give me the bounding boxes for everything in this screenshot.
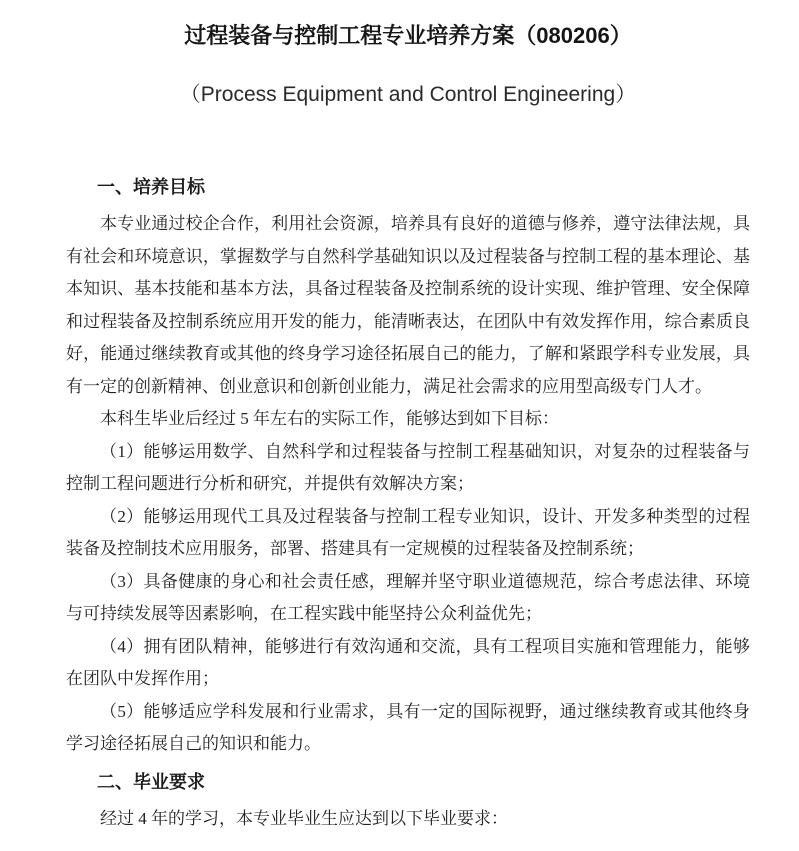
- graduation-requirements-lead-paragraph: 经过 4 年的学习，本专业毕业生应达到以下毕业要求：: [100, 808, 508, 828]
- section-heading-graduation-requirements: 二、毕业要求: [97, 771, 205, 792]
- goal-item-1: （1）能够运用数学、自然科学和过程装备与控制工程基础知识，对复杂的过程装备与控制工程问题进行分析和研究，并提供有效解决方案；: [66, 441, 750, 493]
- five-year-goals-lead-paragraph: 本科生毕业后经过 5 年左右的实际工作，能够达到如下目标：: [100, 409, 559, 428]
- goal-item-3: （3）具备健康的身心和社会责任感，理解并坚守职业道德规范，综合考虑法律、环境与可持续发展等因素影响，在工程实践中能坚持公众利益优先；: [66, 571, 750, 623]
- goal-item-4: （4）拥有团队精神，能够进行有效沟通和交流，具有工程项目实施和管理能力，能够在团队中发挥作用；: [66, 636, 750, 688]
- page-subtitle: （Process Equipment and Control Engineering）: [179, 83, 637, 106]
- page-title: 过程装备与控制工程专业培养方案（080206）: [184, 23, 632, 48]
- section-heading-training-objectives: 一、培养目标: [97, 177, 205, 197]
- goal-item-5: （5）能够适应学科发展和行业需求，具有一定的国际视野，通过继续教育或其他终身学习途径拓展自己的知识和能力。: [66, 701, 750, 753]
- goal-item-2: （2）能够运用现代工具及过程装备与控制工程专业知识，设计、开发多种类型的过程装备及控制技术应用服务，部署、搭建具有一定规模的过程装备及控制系统；: [66, 506, 750, 558]
- training-objectives-intro-paragraph: 本专业通过校企合作，利用社会资源，培养具有良好的道德与修养，遵守法律法规，具有社会和环境意识，掌握数学与自然科学基础知识以及过程装备与控制工程的基本理论、基本知识、基本技能和基本方法，具备过程装备及控制系统的设计实现、维护管理、安全保障和过程装备及控制系统应用开发的能力，能清晰表达，在团队中有效发挥作用，综合素质良好，能通过继续教育或其他的终身学习途径拓展自己的能力，了解和紧跟学科专业发展，具有一定的创新精神、创业意识和创新创业能力，满足社会需求的应用型高级专门人才。: [66, 214, 750, 396]
